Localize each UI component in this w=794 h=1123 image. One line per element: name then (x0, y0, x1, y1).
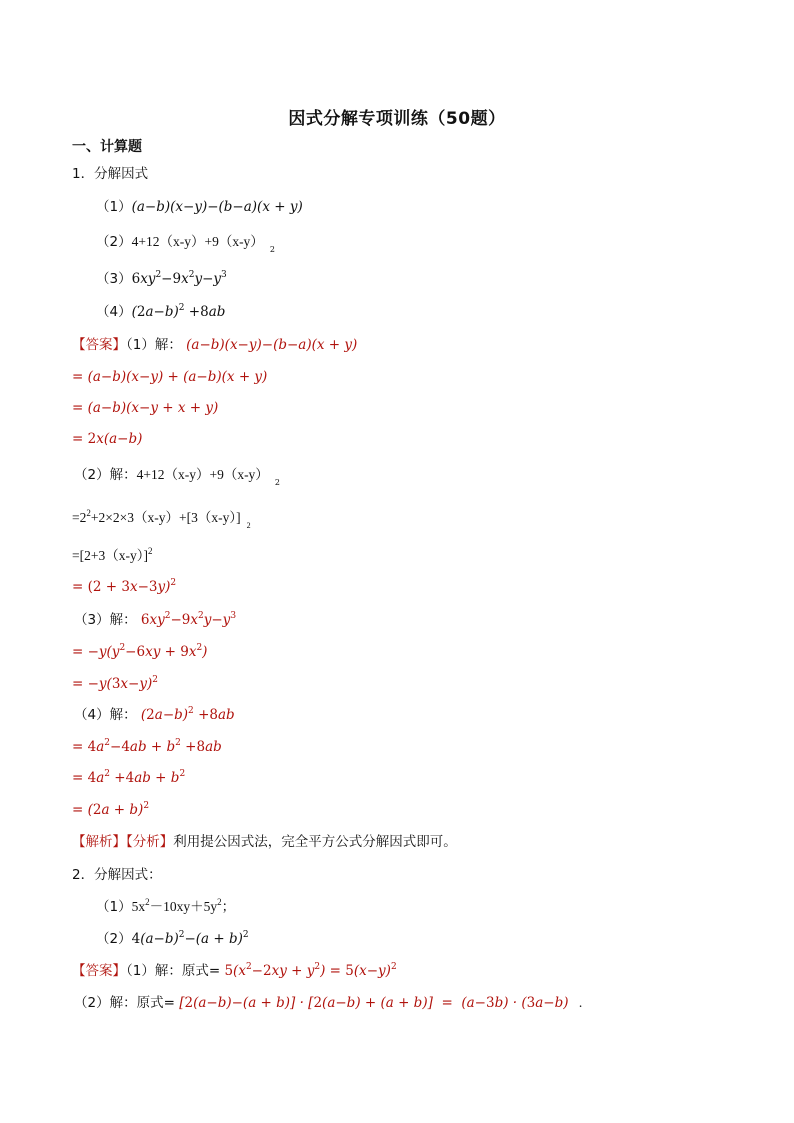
analysis-line (72, 833, 457, 851)
q2-item-2-label: （2） (96, 931, 132, 947)
q1-item-1 (96, 198, 303, 216)
question-1-stem: 1．分解因式 (72, 166, 149, 182)
answer-2-line-2a: =2 (72, 510, 87, 525)
answer-1-line-3: = (a−b)(x−y + x + y) (72, 400, 219, 416)
analysis-fenxi-label: 【分析】 (126, 834, 174, 850)
answer-q2-2-expr: [2(a−b)−(a + b)] · [2(a−b) + (a + b)] = (a−3b) · (3a−b) (179, 995, 569, 1011)
answer-q2-label: 【答案】 (72, 963, 126, 979)
answer-q2-end-dot: . (578, 995, 583, 1010)
answer-part2-expr: 4+12（x-y）+9（x-y） (136, 467, 269, 482)
q2-item-1-end: ； (221, 899, 236, 915)
q1-item-2 (96, 233, 275, 253)
answer-q2-line-2 (74, 994, 582, 1012)
answer-1-line-4: = 2x(a−b) (72, 431, 143, 447)
answer-4-line-2: = $4a^2-4ab + b^2 +8ab$ (72, 738, 222, 755)
question-2-stem: 2．分解因式： (72, 867, 162, 883)
answer-3-line-2: = $-y(y^2-6xy + 9x^2)$ (72, 643, 208, 660)
answer-2-line-2-sup: 2 (86, 508, 91, 518)
answer-2-line-3-sup: 2 (147, 546, 153, 556)
answer-2-line-2 (72, 509, 251, 529)
answer-part4-prefix: （4）解： (74, 707, 137, 723)
page-title: 因式分解专项训练（50题） (288, 109, 506, 129)
answer-part1-prefix: （1）解： (126, 337, 182, 353)
answer-part2-exp: 2 (274, 478, 280, 487)
q2-item-1-sup2: 2 (217, 897, 222, 907)
q1-item-1-expr: (a−b)(x−y)−(b−a)(x + y) (131, 199, 303, 215)
q1-item-2-expr: 4+12（x-y）+9（x-y） (131, 234, 264, 249)
answer-2-line-2-exp: 2 (246, 521, 251, 530)
answer-part3-expr: $6xy^2-9x^2y-y^3$ (140, 611, 237, 628)
answer-4-line-4: = $(2a + b)^2$ (72, 801, 150, 818)
answer-q2-prefix: （1）解：原式= (126, 963, 221, 979)
answer-2-line-4: = $(2 + 3x-3y)^2$ (72, 578, 177, 595)
q1-item-2-exp: 2 (269, 245, 275, 254)
answer-q2-line-1 (72, 962, 397, 982)
answer-part3-prefix: （3）解： (74, 612, 137, 628)
answer-2-line-3-text: =[2+3（x-y）] (72, 548, 148, 563)
answer-4-line-1 (74, 706, 235, 726)
answer-3-line-1 (74, 611, 236, 631)
q2-item-1-expr-a: 5x (131, 899, 146, 914)
section-heading: 一、计算题 (72, 139, 142, 155)
q1-item-4 (96, 303, 225, 323)
answer-2-line-3 (72, 547, 152, 566)
answer-q2-2-prefix: （2）解：原式= (74, 995, 175, 1011)
answer-label: 【答案】 (72, 337, 126, 353)
answer-part1-expr: (a−b)(x−y)−(b−a)(x + y) (186, 337, 358, 353)
analysis-label: 【解析】 (72, 834, 126, 850)
answer-3-line-3: = $-y(3x-y)^2$ (72, 675, 158, 692)
answer-2-line-2b: +2×2×3（x-y）+[3（x-y）] (90, 510, 241, 525)
answer-part4-expr: $(2a-b)^2 +8ab$ (140, 706, 235, 723)
q2-item-2 (96, 930, 249, 950)
analysis-text: 利用提公因式法，完全平方公式分解因式即可。 (173, 834, 457, 850)
answer-2-line-1 (74, 466, 280, 486)
answer-part2-prefix: （2）解： (74, 467, 137, 483)
answer-1-line-1 (72, 336, 357, 354)
q1-item-4-label: （4） (96, 304, 132, 320)
q2-item-2-expr: $4(a-b)^2-(a + b)^2$ (131, 930, 249, 947)
q2-item-1-label: （1） (96, 899, 132, 915)
q2-item-1-expr-b: －10xy＋5y (149, 899, 218, 914)
q1-item-3-label: （3） (96, 271, 132, 287)
q1-item-2-label: （2） (96, 234, 132, 250)
q1-item-1-label: （1） (96, 199, 132, 215)
q1-item-3-expr: $6xy^2-9x^2y-y^3$ (131, 270, 227, 287)
q2-item-1-sup1: 2 (145, 897, 150, 907)
q1-item-4-expr: $(2a-b)^2 +8ab$ (131, 303, 226, 320)
answer-4-line-3: = $4a^2 +4ab + b^2$ (72, 769, 186, 786)
answer-q2-expr: $5(x^2-2xy + y^2) = 5(x-y)^2$ (224, 962, 397, 979)
q1-item-3 (96, 270, 227, 290)
q2-item-1 (96, 898, 235, 917)
answer-1-line-2: = (a−b)(x−y) + (a−b)(x + y) (72, 369, 268, 385)
